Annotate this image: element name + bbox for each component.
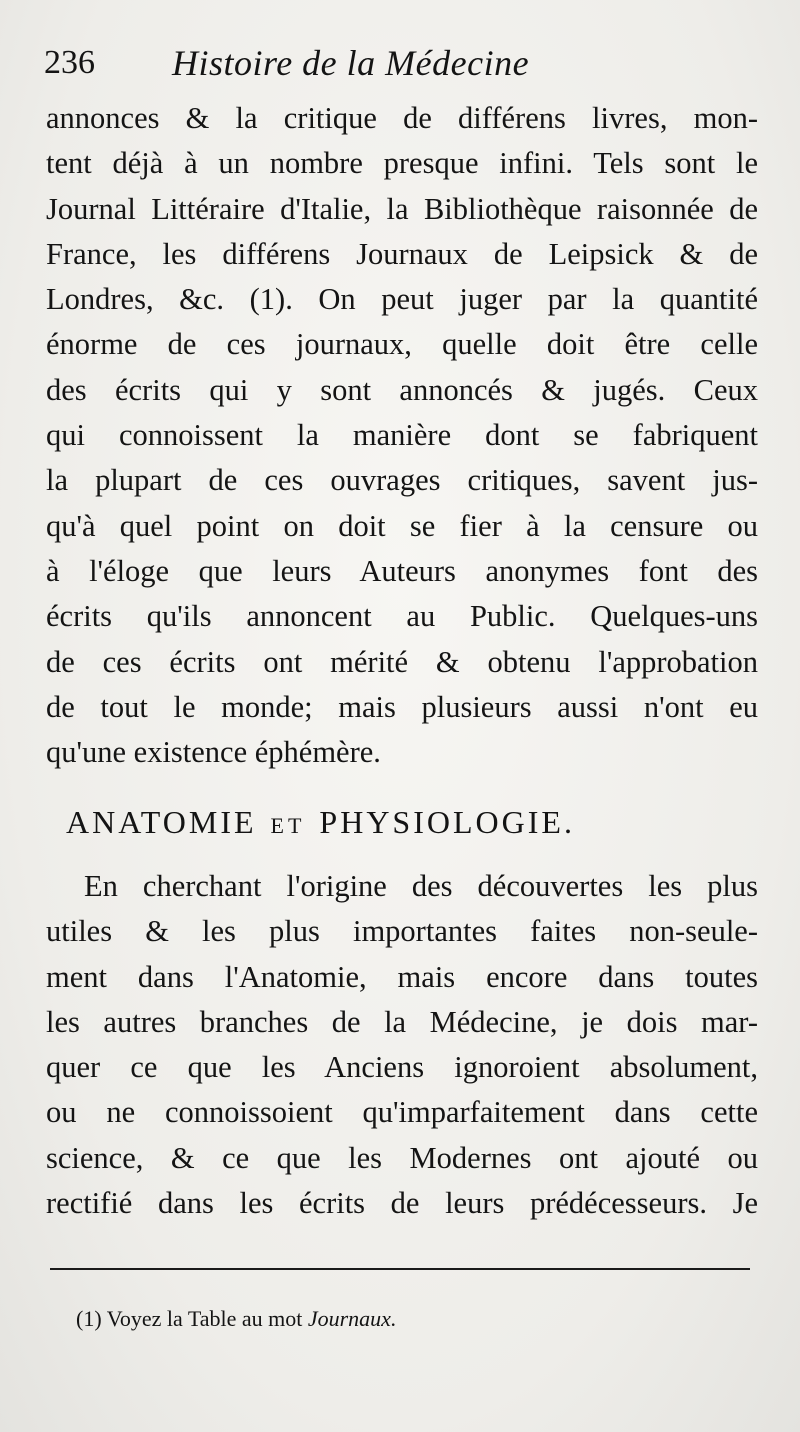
text-line: qu'une existence éphémère. [46, 735, 381, 770]
text-line: de ces écrits ont mérité & obtenu l'approbation [46, 644, 758, 679]
text-line: France, les différens Journaux de Leipsick & de [46, 236, 758, 271]
text-line: de tout le monde; mais plusieurs aussi n'ont eu [46, 689, 758, 724]
paragraph-continued [46, 96, 758, 775]
text-line: annonces & la critique de différens livres, mon- [46, 101, 758, 135]
text-line: quer ce que les Anciens ignoroient absolument, [46, 1050, 758, 1085]
text-line: énorme de ces journaux, quelle doit être celle [46, 327, 758, 362]
text-line: Londres, &c. (1). On peut juger par la quantité [46, 282, 758, 317]
text-line: à l'éloge que leurs Auteurs anonymes font des [46, 553, 758, 588]
running-title: Histoire de la Médecine [172, 43, 530, 83]
footnote-term: Journaux. [307, 1306, 397, 1331]
text-line: qu'à quel point on doit se fier à la censure ou [46, 508, 758, 543]
text-line: rectifié dans les écrits de leurs prédécesseurs. Je [46, 1186, 758, 1221]
section-heading-word: ANATOMIE [66, 804, 257, 840]
section-heading-conjunction: ET [270, 813, 306, 838]
text-line: écrits qu'ils annoncent au Public. Quelques-uns [46, 599, 758, 634]
page-number: 236 [44, 44, 95, 81]
text-line: utiles & les plus importantes faites non-seule- [46, 914, 758, 949]
footnote-marker: (1) [76, 1306, 102, 1331]
text-line: des écrits qui y sont annoncés & jugés. Ceux [46, 372, 758, 407]
page-header [44, 40, 764, 96]
section-heading-word: PHYSIOLOGIE. [319, 804, 575, 840]
footnote-text: Voyez la Table au mot [106, 1306, 303, 1331]
text-line: ou ne connoissoient qu'imparfaitement dans cette [46, 1095, 758, 1130]
text-line: la plupart de ces ouvrages critiques, savent jus- [46, 463, 758, 498]
section-heading [66, 804, 736, 841]
text-line: ment dans l'Anatomie, mais encore dans toutes [46, 959, 758, 994]
paragraph-section-start [46, 864, 758, 1226]
text-line: En cherchant l'origine des découvertes les plus [84, 869, 758, 903]
text-line: les autres branches de la Médecine, je dois mar- [46, 1004, 758, 1039]
text-line: science, & ce que les Modernes ont ajouté ou [46, 1140, 758, 1175]
text-line: tent déjà à un nombre presque infini. Tels sont le [46, 146, 758, 181]
footnote-divider [50, 1268, 750, 1270]
footnote [76, 1306, 396, 1332]
text-line: qui connoissent la manière dont se fabriquent [46, 418, 758, 453]
text-line: Journal Littéraire d'Italie, la Bibliothèque raisonnée de [46, 191, 758, 226]
